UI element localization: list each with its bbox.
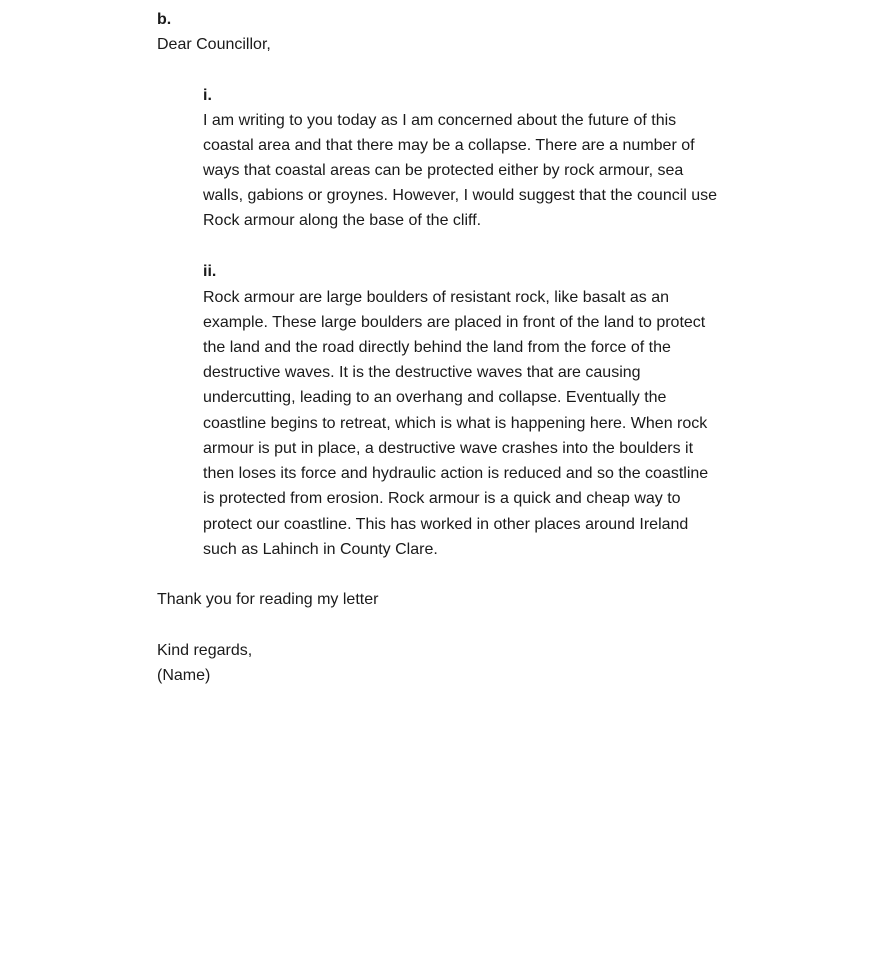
section-ii-line: undercutting, leading to an overhang and collapse. Eventually the bbox=[203, 389, 667, 406]
section-ii-line: destructive waves. It is the destructive waves that are causing bbox=[203, 364, 641, 381]
section-ii-line: the land and the road directly behind the land from the force of the bbox=[203, 339, 671, 356]
section-ii-line: then loses its force and hydraulic action is reduced and so the coastline bbox=[203, 465, 709, 482]
signature-line: (Name) bbox=[157, 667, 211, 684]
section-i-line: I am writing to you today as I am concerned about the future of this bbox=[203, 112, 677, 129]
section-i-label: i. bbox=[203, 87, 212, 104]
section-ii-line: such as Lahinch in County Clare. bbox=[203, 541, 438, 558]
section-i-line: ways that coastal areas can be protected either by rock armour, sea bbox=[203, 162, 684, 179]
section-i-line: coastal area and that there may be a collapse. There are a number of bbox=[203, 137, 695, 154]
closing-line: Kind regards, bbox=[157, 642, 253, 659]
section-ii-line: protect our coastline. This has worked in other places around Ireland bbox=[203, 516, 689, 533]
section-i-line: walls, gabions or groynes. However, I would suggest that the council use bbox=[203, 187, 718, 204]
thanks-line: Thank you for reading my letter bbox=[157, 591, 379, 608]
section-ii-line: coastline begins to retreat, which is what is happening here. When rock bbox=[203, 415, 708, 432]
section-i-line: Rock armour along the base of the cliff. bbox=[203, 212, 482, 229]
section-ii-line: Rock armour are large boulders of resistant rock, like basalt as an bbox=[203, 289, 669, 306]
section-ii-label: ii. bbox=[203, 263, 217, 280]
section-ii-line: is protected from erosion. Rock armour is a quick and cheap way to bbox=[203, 490, 681, 507]
section-ii-line: example. These large boulders are placed in front of the land to protect bbox=[203, 314, 706, 331]
salutation: Dear Councillor, bbox=[157, 36, 271, 53]
section-ii-line: armour is put in place, a destructive wave crashes into the boulders it bbox=[203, 440, 694, 457]
part-label: b. bbox=[157, 11, 172, 28]
